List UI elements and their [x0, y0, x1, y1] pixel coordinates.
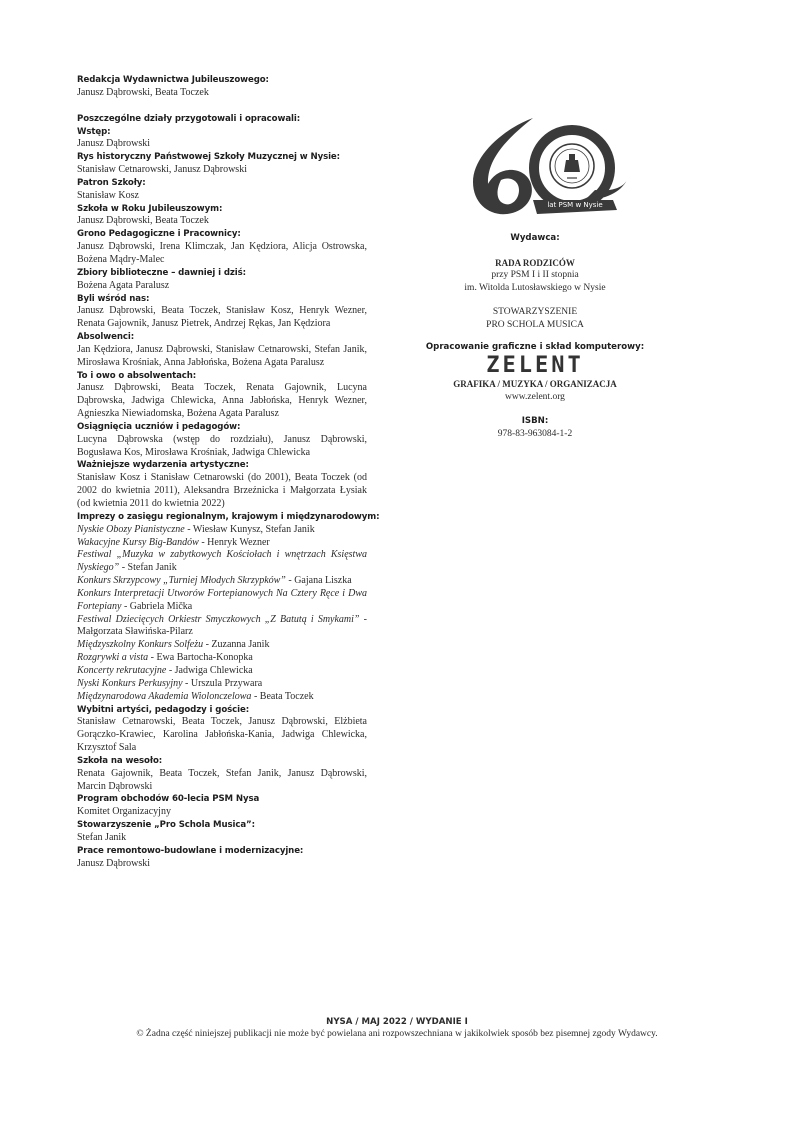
event-authors: - Małgorzata Sławińska-Pilarz [77, 613, 367, 638]
event-name: Festiwal Dziecięcych Orkiestr Smyczkowych „Z Batutą i Smykami” [77, 613, 360, 625]
credit-heading: Ważniejsze wydarzenia artystyczne: [77, 460, 249, 471]
credit-authors: Janusz Dąbrowski, Beata Toczek [77, 215, 209, 227]
publisher-label: Wydawca: [510, 233, 560, 243]
event-authors: - Gabriela Mička [121, 600, 193, 612]
event-authors: - Jadwiga Chlewicka [166, 664, 253, 676]
credit-authors: Janusz Dąbrowski [77, 857, 151, 869]
credit-authors: Stanisław Kosz i Stanisław Cetnarowski (do 2001), Beata Toczek (od 2002 do kwietnia 2011), Aleksandra Brzeźnicka i Małgorzata Łysiak (od kwietnia 2011 do kwietnia 2022) [77, 472, 367, 509]
event-credit [77, 575, 367, 588]
event-name: Międzyszkolny Konkurs Solfeżu [77, 639, 204, 651]
credit-authors: Janusz Dąbrowski, Irena Klimczak, Jan Kędziora, Alicja Ostrowska, Bożena Mądry-Malec [77, 241, 367, 265]
event-name: Koncerty rekrutacyjne [77, 664, 167, 676]
credit-authors: Stefan Janik [77, 831, 127, 843]
event-name: Nyskie Obozy Pianistyczne [77, 523, 185, 535]
credit-heading: Poszczególne działy przygotowali i opracowali: [77, 113, 301, 124]
publisher-column [420, 100, 650, 440]
event-credit [77, 549, 367, 575]
design-url[interactable]: www.zelent.org [505, 391, 565, 402]
credit-heading: Zbiory biblioteczne – dawniej i dziś: [77, 267, 246, 278]
logo-ribbon-text: lat PSM w Nysie [547, 201, 603, 209]
event-authors: - Beata Toczek [251, 690, 314, 702]
credit-authors: Janusz Dąbrowski, Beata Toczek, Renata Gajownik, Lucyna Dąbrowska, Jadwiga Chlewicka, Anna Jabłońska, Henryk Wezner, Agnieszka Niewiadomska, Bożena Agata Paralusz [77, 382, 367, 420]
credit-heading: Grono Pedagogiczne i Pracownicy: [77, 229, 241, 240]
isbn-value: 978-83-963084-1-2 [497, 428, 573, 439]
event-name: Konkurs Skrzypcowy „Turniej Młodych Skrzypków” [77, 575, 286, 587]
credit-heading: Szkoła w Roku Jubileuszowym: [77, 203, 223, 214]
event-authors: - Henryk Wezner [198, 536, 270, 548]
event-authors: - Gajana Liszka [285, 575, 352, 587]
publisher-name: RADA RODZICÓW [495, 257, 575, 268]
credit-authors: Lucyna Dąbrowska (wstęp do rozdziału), Janusz Dąbrowski, Bogusława Kos, Mirosława Krośniak, Jadwiga Chlewicka [77, 433, 367, 458]
isbn-label: ISBN: [521, 416, 549, 426]
event-credit [77, 691, 367, 704]
publisher-line1: przy PSM I i II stopnia [491, 270, 579, 280]
event-credit [77, 588, 367, 614]
zelent-logo: ZELENT [486, 352, 584, 378]
credit-authors: Jan Kędziora, Janusz Dąbrowski, Stanisław Cetnarowski, Stefan Janik, Mirosława Krośniak, Anna Jabłońska, Bożena Agata Paralusz [77, 343, 367, 368]
credit-authors: Janusz Dąbrowski, Beata Toczek, Stanisław Kosz, Henryk Wezner, Renata Gajownik, Janusz Pietrek, Andrzej Rękas, Jan Kędziora [77, 305, 367, 330]
anniversary-logo [435, 100, 635, 220]
credit-heading: To i owo o absolwentach: [77, 370, 197, 381]
credit-heading: Rys historyczny Państwowej Szkoły Muzycznej w Nysie: [77, 152, 341, 163]
event-credit [77, 524, 367, 537]
event-name: Wakacyjne Kursy Big-Bandów [77, 536, 199, 548]
event-credit [77, 614, 367, 640]
credit-authors: Bożena Agata Paralusz [77, 279, 170, 291]
event-name: Konkurs Interpretacji Utworów Fortepianowych Na Cztery Ręce i Dwa Fortepiany [77, 587, 367, 612]
credit-authors: Renata Gajownik, Beata Toczek, Stefan Janik, Janusz Dąbrowski, Marcin Dąbrowski [77, 767, 367, 792]
credit-authors: Janusz Dąbrowski [77, 138, 151, 150]
credit-authors: Stanisław Cetnarowski, Beata Toczek, Janusz Dąbrowski, Elżbieta Gorączko-Krawiec, Karolina Jabłońska-Kania, Jadwiga Chlewicka, Krzysztof Sala [77, 716, 367, 754]
event-authors: - Wiesław Kunysz, Stefan Janik [184, 523, 315, 535]
credit-authors: Stanisław Cetnarowski, Janusz Dąbrowski [77, 164, 247, 176]
event-authors: - Ewa Bartocha-Konopka [148, 652, 253, 664]
design-label: Opracowanie graficzne i skład komputerowy: [425, 342, 645, 352]
section-gap [77, 100, 367, 113]
credit-heading: Szkoła na wesoło: [77, 755, 163, 766]
credit-heading: Redakcja Wydawnictwa Jubileuszowego: [77, 75, 269, 85]
credit-heading: Osiągnięcia uczniów i pedagogów: [77, 421, 241, 432]
event-authors: - Stefan Janik [119, 562, 177, 574]
event-credit [77, 678, 367, 691]
credit-heading: Stowarzyszenie „Pro Schola Musica”: [77, 820, 255, 831]
credit-heading: Wybitni artyści, pedagodzy i goście: [77, 704, 250, 715]
event-credit [77, 639, 367, 652]
credit-heading: Program obchodów 60-lecia PSM Nysa [77, 794, 260, 805]
credit-heading: Absolwenci: [77, 332, 135, 343]
association-line2: PRO SCHOLA MUSICA [486, 319, 584, 330]
publisher-line2: im. Witolda Lutosławskiego w Nysie [464, 282, 606, 293]
event-credit [77, 537, 367, 550]
event-name: Rozgrywki a vista [77, 652, 149, 664]
association-line1: STOWARZYSZENIE [492, 307, 578, 317]
event-credit [77, 652, 367, 665]
event-credit [77, 665, 367, 678]
credit-heading: Patron Szkoły: [77, 177, 146, 188]
credits-column [77, 74, 380, 870]
credit-authors: Janusz Dąbrowski, Beata Toczek [77, 86, 209, 98]
event-authors: - Urszula Przywara [182, 677, 263, 689]
design-tagline: GRAFIKA / MUZYKA / ORGANIZACJA [453, 379, 617, 389]
page-footer [0, 1016, 794, 1041]
edition-line: NYSA / MAJ 2022 / WYDANIE I [326, 1017, 468, 1027]
credit-authors: Stanisław Kosz [77, 189, 139, 201]
event-name: Międzynarodowa Akademia Wiolonczelowa [77, 690, 252, 702]
event-name: Nyski Konkurs Perkusyjny [77, 677, 183, 689]
event-name: Festiwal „Muzyka w zabytkowych Kościołach i wnętrzach Księstwa Nyskiego” [77, 549, 367, 574]
event-authors: - Zuzanna Janik [203, 639, 270, 651]
credit-heading: Wstęp: [77, 126, 111, 137]
copyright-notice: © Żadna część niniejszej publikacji nie może być powielana ani rozpowszechniana w jakikolwiek sposób bez pisemnej zgody Wydawcy. [136, 1029, 658, 1039]
credit-authors: Komitet Organizacyjny [77, 806, 171, 818]
credit-heading: Prace remontowo-budowlane i modernizacyjne: [77, 845, 304, 856]
credit-heading: Imprezy o zasięgu regionalnym, krajowym i międzynarodowym: [77, 511, 380, 522]
credit-heading: Byli wśród nas: [77, 293, 150, 304]
